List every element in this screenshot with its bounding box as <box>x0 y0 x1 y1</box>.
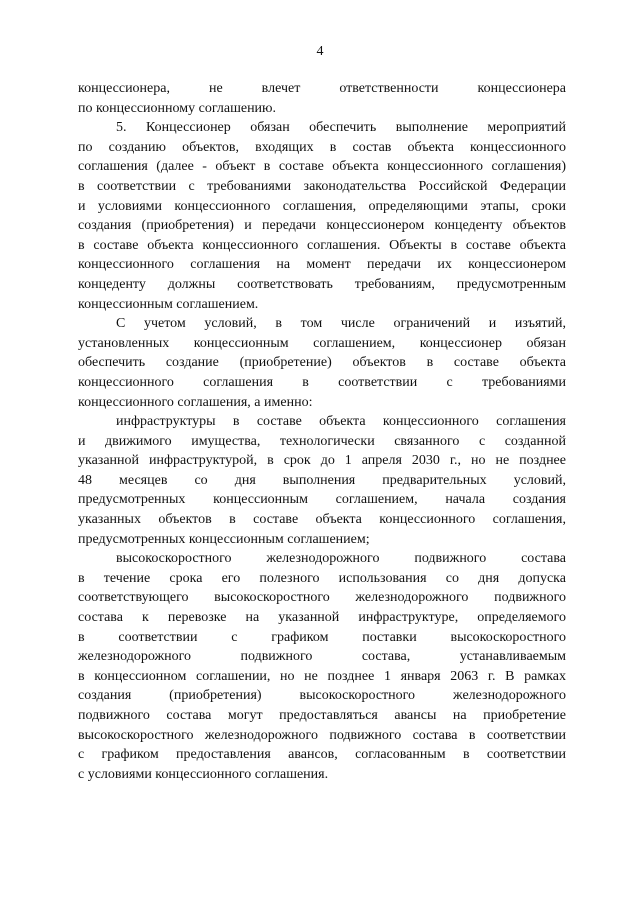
text-line: и условиями концессионного соглашения, определяющими этапы, сроки <box>78 198 566 214</box>
page-number: 4 <box>316 44 324 59</box>
text-line: предусмотренных концессионным соглашением; <box>78 531 370 547</box>
text-line: концессионным соглашением. <box>78 296 259 312</box>
text-line: с условиями концессионного соглашения. <box>78 766 329 782</box>
text-line: высокоскоростного железнодорожного подвижного состава в соответствии <box>78 727 566 743</box>
text-line: С учетом условий, в том числе ограничений и изъятий, <box>116 316 566 332</box>
text-line: по концессионному соглашению. <box>78 100 277 116</box>
text-line: установленных концессионным соглашением, концессионер обязан <box>78 335 566 351</box>
text-line: в составе объекта концессионного соглашения. Объекты в составе объекта <box>78 237 566 253</box>
text-line: соответствующего высокоскоростного железнодорожного подвижного <box>78 590 566 606</box>
text-line: концессионера, не влечет ответственности концессионера <box>78 81 566 96</box>
text-line: по созданию объектов, входящих в состав объекта концессионного <box>78 139 566 155</box>
text-line: инфраструктуры в составе объекта концессионного соглашения <box>116 414 566 430</box>
text-line: указанных объектов в составе объекта концессионного соглашения, <box>78 512 566 528</box>
document-body <box>78 79 566 784</box>
text-line: в течение срока его полезного использования со дня допуска <box>78 570 566 586</box>
text-line: создания (приобретения) высокоскоростного железнодорожного <box>78 688 566 704</box>
text-line: железнодорожного подвижного состава, устанавливаемым <box>78 649 566 665</box>
text-line: в концессионном соглашении, но не позднее 1 января 2063 г. В рамках <box>78 668 566 684</box>
text-line: 5. Концессионер обязан обеспечить выполнение мероприятий <box>116 120 566 136</box>
text-line: создания (приобретения) и передачи концессионером концеденту объектов <box>78 218 566 234</box>
text-line: предусмотренных концессионным соглашением, начала создания <box>78 492 566 508</box>
text-line: высокоскоростного железнодорожного подвижного состава <box>116 551 566 567</box>
text-line: в соответствии с требованиями законодательства Российской Федерации <box>78 178 566 194</box>
text-line: концессионного соглашения на момент передачи их концессионером <box>78 257 566 273</box>
text-line: подвижного состава могут предоставляться авансы на приобретение <box>78 708 566 723</box>
text-line: 48 месяцев со дня выполнения предварительных условий, <box>78 472 566 488</box>
text-line: состава к перевозке на указанной инфраструктуре, определяемого <box>78 610 566 626</box>
text-line: указанной инфраструктурой, в срок до 1 апреля 2030 г., но не позднее <box>78 453 566 469</box>
text-line: концеденту должны соответствовать требованиям, предусмотренным <box>78 276 566 292</box>
text-line: обеспечить создание (приобретение) объектов в составе объекта <box>78 355 566 371</box>
text-line: в соответствии с графиком поставки высокоскоростного <box>78 629 566 645</box>
text-line: концессионного соглашения, а именно: <box>78 394 313 410</box>
text-line: и движимого имущества, технологически связанного с созданной <box>78 433 566 449</box>
text-line: с графиком предоставления авансов, согласованным в соответствии <box>78 747 566 763</box>
text-line: соглашения (далее - объект в составе объекта концессионного соглашения) <box>78 159 566 175</box>
text-line: концессионного соглашения в соответствии с требованиями <box>78 374 566 390</box>
